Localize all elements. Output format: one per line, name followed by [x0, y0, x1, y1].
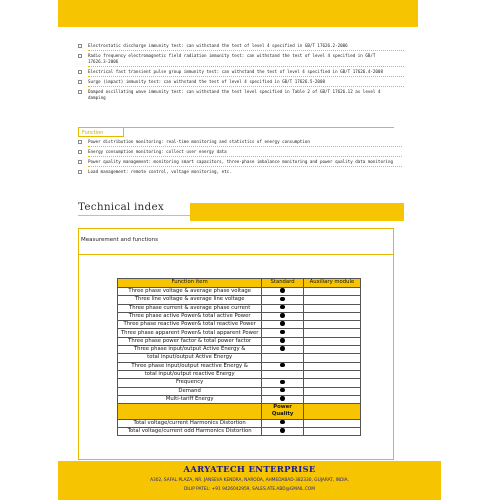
auxiliary-cell: [303, 329, 360, 337]
function-item-cell: Three phase active Power& total active Power: [118, 312, 262, 320]
auxiliary-cell: [303, 387, 360, 395]
standard-cell: [262, 337, 304, 345]
table-row: [118, 296, 361, 304]
power-quality-label: Power Quality: [262, 404, 304, 419]
standard-dot-icon: [280, 346, 285, 351]
table-row: [118, 304, 361, 312]
auxiliary-cell: [303, 395, 360, 403]
standard-cell: [262, 296, 304, 304]
standard-cell: [262, 419, 304, 427]
list-item: Power quality management: monitoring smart capacitors, three-phase imbalance monitoring and power quality data monitoring: [78, 159, 396, 165]
list-item: Power distribution monitoring: real-time monitoring and statistics of energy consumption: [78, 139, 396, 145]
standard-cell: [262, 387, 304, 395]
function-list: [78, 139, 396, 179]
standard-cell: [262, 304, 304, 312]
auxiliary-cell: [303, 354, 360, 362]
table-row: [118, 379, 361, 387]
standard-cell: [262, 321, 304, 329]
standard-cell: [262, 427, 304, 435]
standard-dot-icon: [280, 338, 285, 343]
table-row: [118, 387, 361, 395]
table-row: [118, 427, 361, 435]
auxiliary-cell: [303, 370, 360, 378]
column-header: Standard: [262, 279, 304, 288]
function-item-cell: Total voltage/current odd Harmonics Distortion: [118, 427, 262, 435]
table-row: [118, 346, 361, 354]
auxiliary-cell: [303, 321, 360, 329]
checkbox-icon: [78, 140, 82, 144]
standard-cell: [262, 346, 304, 354]
function-divider: [78, 127, 394, 128]
auxiliary-cell: [303, 304, 360, 312]
standard-dot-icon: [280, 313, 285, 318]
auxiliary-cell: [303, 346, 360, 354]
standard-dot-icon: [280, 363, 285, 368]
function-item-cell: Three line voltage & average line voltage: [118, 296, 262, 304]
power-quality-row: [118, 404, 361, 419]
standard-dot-icon: [280, 288, 285, 293]
list-item: Energy consumption monitoring: collect user energy data: [78, 149, 396, 155]
panel-title: Measurement and functions: [81, 237, 158, 243]
standard-dot-icon: [280, 396, 285, 401]
company-name: AARYATECH ENTERPRISE: [183, 465, 316, 475]
standard-cell: [262, 329, 304, 337]
function-item-cell: Three phase power factor & total power factor: [118, 337, 262, 345]
function-label: Function: [78, 127, 124, 137]
list-item: Damped oscillating wave immunity test: can withstand the test level specified in Table 2 of GB/T 17626.12 as level 4 damping: [78, 89, 398, 101]
function-item-cell: total input/output reactive Energy: [118, 370, 262, 378]
checkbox-icon: [78, 150, 82, 154]
checkbox-icon: [78, 70, 82, 74]
standard-cell: [262, 362, 304, 370]
standard-cell: [262, 312, 304, 320]
standard-cell: [262, 288, 304, 296]
footer: [58, 461, 441, 500]
function-item-cell: Three phase input/output Active Energy &: [118, 346, 262, 354]
auxiliary-cell: [303, 337, 360, 345]
panel-divider: [78, 254, 394, 255]
function-item-cell: Demand: [118, 387, 262, 395]
column-header: Function item: [118, 279, 262, 288]
standard-dot-icon: [280, 330, 285, 335]
standard-cell: [262, 379, 304, 387]
table-row: [118, 337, 361, 345]
column-header: Auxiliary module: [303, 279, 360, 288]
company-address: A302, SAFAL PLAZA, NR. JANSEVA KENDRA, NARODA, AHMEDABAD-382330, GUJARAT, INDIA.: [150, 478, 349, 483]
table-row: [118, 321, 361, 329]
section-yellow-bar: [190, 203, 404, 221]
function-item-cell: Three phase apparent Power& total apparent Power: [118, 329, 262, 337]
checkbox-icon: [78, 80, 82, 84]
standard-cell: [262, 395, 304, 403]
auxiliary-cell: [303, 419, 360, 427]
standard-dot-icon: [280, 388, 285, 393]
table-row: [118, 395, 361, 403]
list-item: Load management: remote control, voltage monitoring, etc.: [78, 169, 396, 175]
auxiliary-cell: [303, 312, 360, 320]
list-item: Surge (impact) immunity test: can withstand the test of level 4 specified in GB/T 17626.5-2008: [78, 79, 398, 85]
header-yellow-bar: [58, 0, 418, 27]
list-item: Radio frequency electromagnetic field radiation immunity test: can withstand the test of level 4 specified in GB/T 17626.3-2006: [78, 53, 398, 65]
function-item-cell: Multi-tariff Energy: [118, 395, 262, 403]
section-title-underline: [78, 215, 190, 216]
function-item-cell: Frequency: [118, 379, 262, 387]
checkbox-icon: [78, 44, 82, 48]
function-item-cell: Three phase input/output reactive Energy &: [118, 362, 262, 370]
standard-dot-icon: [280, 380, 285, 385]
auxiliary-cell: [303, 379, 360, 387]
standard-dot-icon: [280, 321, 285, 326]
function-item-cell: Three phase current & average phase current: [118, 304, 262, 312]
auxiliary-cell: [303, 288, 360, 296]
standard-dot-icon: [280, 297, 285, 302]
table-row: [118, 354, 361, 362]
auxiliary-cell: [303, 427, 360, 435]
company-contact: DILIP PATEL: +91 9426042959, SALES.ATE.ABD@GMAIL.COM: [183, 487, 315, 492]
table-row: [118, 362, 361, 370]
table-row: [118, 288, 361, 296]
immunity-test-list: [78, 43, 398, 105]
function-item-cell: Three phase reactive Power& total reactive Power: [118, 321, 262, 329]
standard-cell: [262, 354, 304, 362]
auxiliary-cell: [303, 296, 360, 304]
function-table: [117, 278, 361, 436]
table-header-row: [118, 279, 361, 288]
standard-cell: [262, 370, 304, 378]
table-row: [118, 370, 361, 378]
auxiliary-cell: [303, 362, 360, 370]
standard-dot-icon: [280, 305, 285, 310]
function-item-cell: Total voltage/current Harmonics Distortion: [118, 419, 262, 427]
checkbox-icon: [78, 170, 82, 174]
section-title: Technical index: [78, 201, 164, 213]
checkbox-icon: [78, 54, 82, 58]
checkbox-icon: [78, 90, 82, 94]
standard-dot-icon: [280, 420, 285, 425]
standard-dot-icon: [280, 428, 285, 433]
table-row: [118, 419, 361, 427]
list-item: Electrical fast transient pulse group immunity test: can withstand the test of level 4 specified in GB/T 17626.4-2008: [78, 69, 398, 75]
checkbox-icon: [78, 160, 82, 164]
function-item-cell: Three phase voltage & average phase voltage: [118, 288, 262, 296]
list-item: Electrostatic discharge immunity test: can withstand the test of level 4 specified in GB/T 17626.2-2006: [78, 43, 398, 49]
function-item-cell: total input/output Active Energy: [118, 354, 262, 362]
table-row: [118, 312, 361, 320]
table-row: [118, 329, 361, 337]
